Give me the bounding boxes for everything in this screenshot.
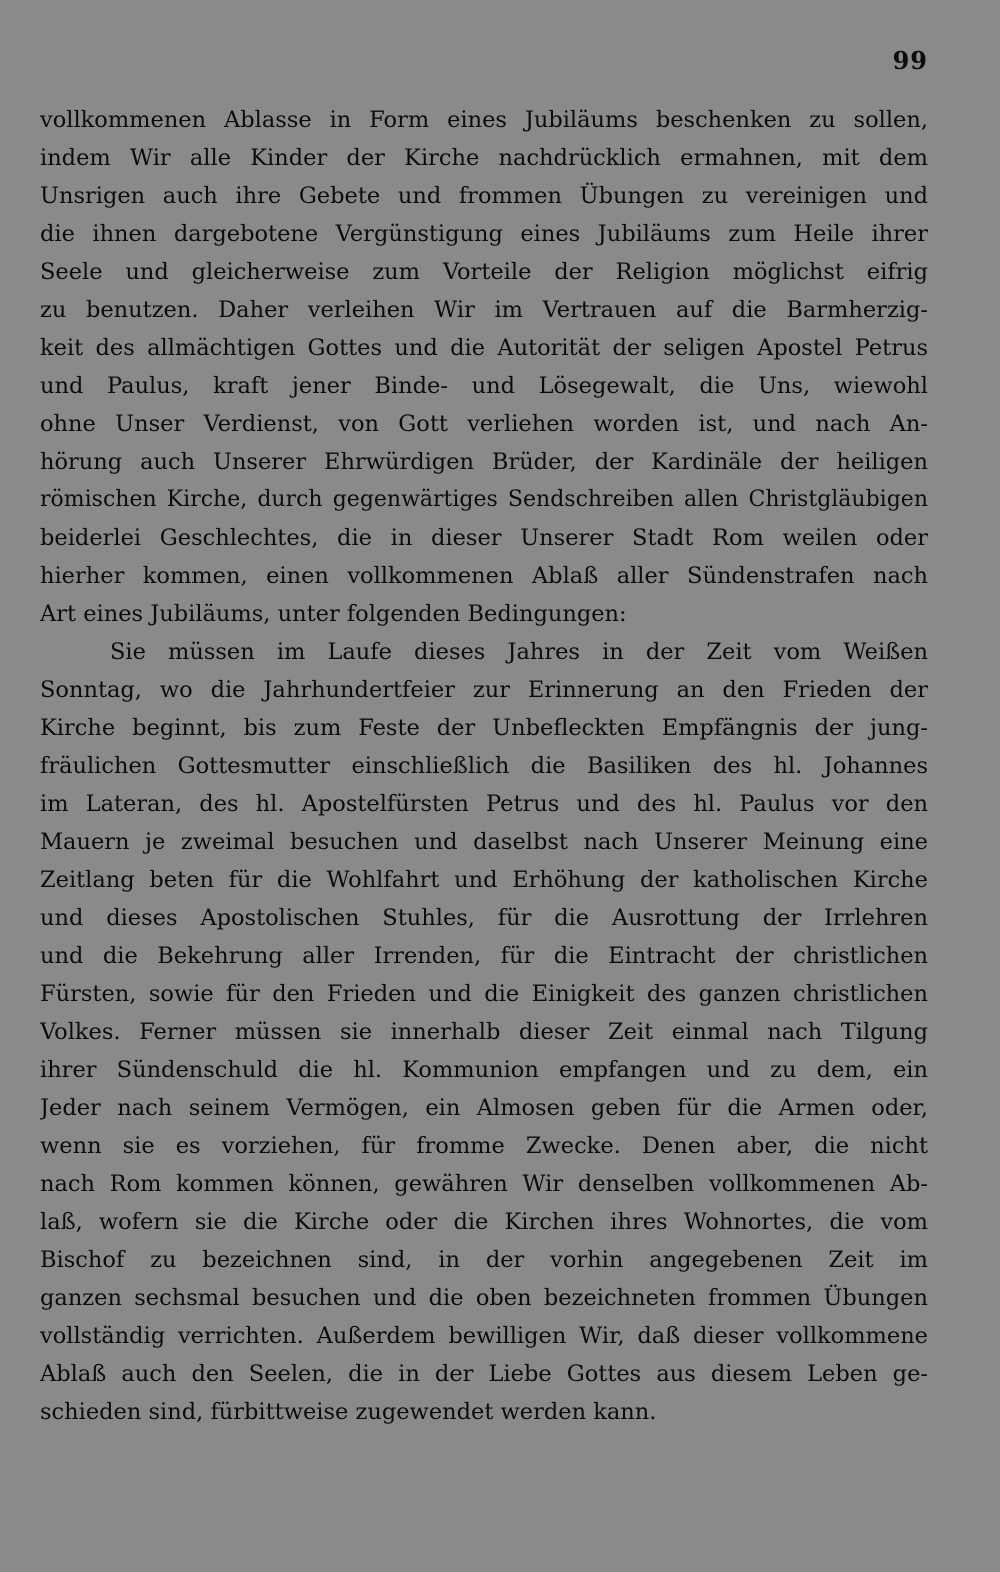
text-line: keit des allmächtigen Gottes und die Autorität der seligen Apostel Petrus [40,335,928,361]
page-number: 99 [892,46,928,75]
paragraph-start-line: Sie müssen im Laufe dieses Jahres in der Zeit vom Weißen [110,639,928,665]
text-line: ganzen sechsmal besuchen und die oben bezeichneten frommen Übungen [40,1285,928,1311]
text-line: vollständig verrichten. Außerdem bewilligen Wir, daß dieser vollkommene [40,1323,928,1349]
text-line: ohne Unser Verdienst, von Gott verliehen worden ist, und nach An- [40,411,928,437]
text-line: zu benutzen. Daher verleihen Wir im Vertrauen auf die Barmherzig- [40,297,928,323]
text-line: Bischof zu bezeichnen sind, in der vorhin angegebenen Zeit im [40,1247,928,1273]
text-line: im Lateran, des hl. Apostelfürsten Petrus und des hl. Paulus vor den [40,791,928,817]
text-line: Mauern je zweimal besuchen und daselbst nach Unserer Meinung eine [40,829,928,855]
text-line: ihrer Sündenschuld die hl. Kommunion empfangen und zu dem, ein [40,1057,928,1083]
text-line: Fürsten, sowie für den Frieden und die Einigkeit des ganzen christlichen [40,981,928,1007]
text-line: Zeitlang beten für die Wohlfahrt und Erhöhung der katholischen Kirche [40,867,928,893]
text-line: hörung auch Unserer Ehrwürdigen Brüder, der Kardinäle der heiligen [40,449,928,475]
paragraph-end-line: schieden sind, fürbittweise zugewendet werden kann. [40,1399,657,1425]
text-line: römischen Kirche, durch gegenwärtiges Sendschreiben allen Christgläubigen [40,487,928,512]
text-line: Kirche beginnt, bis zum Feste der Unbefleckten Empfängnis der jung- [40,715,928,741]
text-line: die ihnen dargebotene Vergünstigung eines Jubiläums zum Heile ihrer [40,221,928,247]
text-line: fräulichen Gottesmutter einschließlich die Basiliken des hl. Johannes [40,753,928,779]
text-line: Ablaß auch den Seelen, die in der Liebe Gottes aus diesem Leben ge- [40,1361,928,1387]
text-line: und die Bekehrung aller Irrenden, für die Eintracht der christlichen [40,943,928,969]
text-line: wenn sie es vorziehen, für fromme Zwecke. Denen aber, die nicht [40,1133,928,1159]
text-line: vollkommenen Ablasse in Form eines Jubiläums beschenken zu sollen, [40,107,928,133]
paragraph-end-line: Art eines Jubiläums, unter folgenden Bedingungen: [40,601,627,627]
text-line: beiderlei Geschlechtes, die in dieser Unserer Stadt Rom weilen oder [40,525,928,551]
text-line: und Paulus, kraft jener Binde- und Lösegewalt, die Uns, wiewohl [40,373,928,399]
text-line: Seele und gleicherweise zum Vorteile der Religion möglichst eifrig [40,259,928,285]
text-line: indem Wir alle Kinder der Kirche nachdrücklich ermahnen, mit dem [40,145,928,171]
text-line: nach Rom kommen können, gewähren Wir denselben vollkommenen Ab- [40,1171,928,1197]
text-line: Jeder nach seinem Vermögen, ein Almosen geben für die Armen oder, [40,1095,928,1121]
text-line: Volkes. Ferner müssen sie innerhalb dieser Zeit einmal nach Tilgung [40,1019,928,1045]
text-line: Sonntag, wo die Jahrhundertfeier zur Erinnerung an den Frieden der [40,677,928,703]
text-line: hierher kommen, einen vollkommenen Ablaß aller Sündenstrafen nach [40,563,928,589]
text-line: laß, wofern sie die Kirche oder die Kirchen ihres Wohnortes, die vom [40,1209,928,1235]
text-line: und dieses Apostolischen Stuhles, für die Ausrottung der Irrlehren [40,905,928,931]
body-text [40,101,928,1431]
text-line: Unsrigen auch ihre Gebete und frommen Übungen zu vereinigen und [40,183,928,209]
